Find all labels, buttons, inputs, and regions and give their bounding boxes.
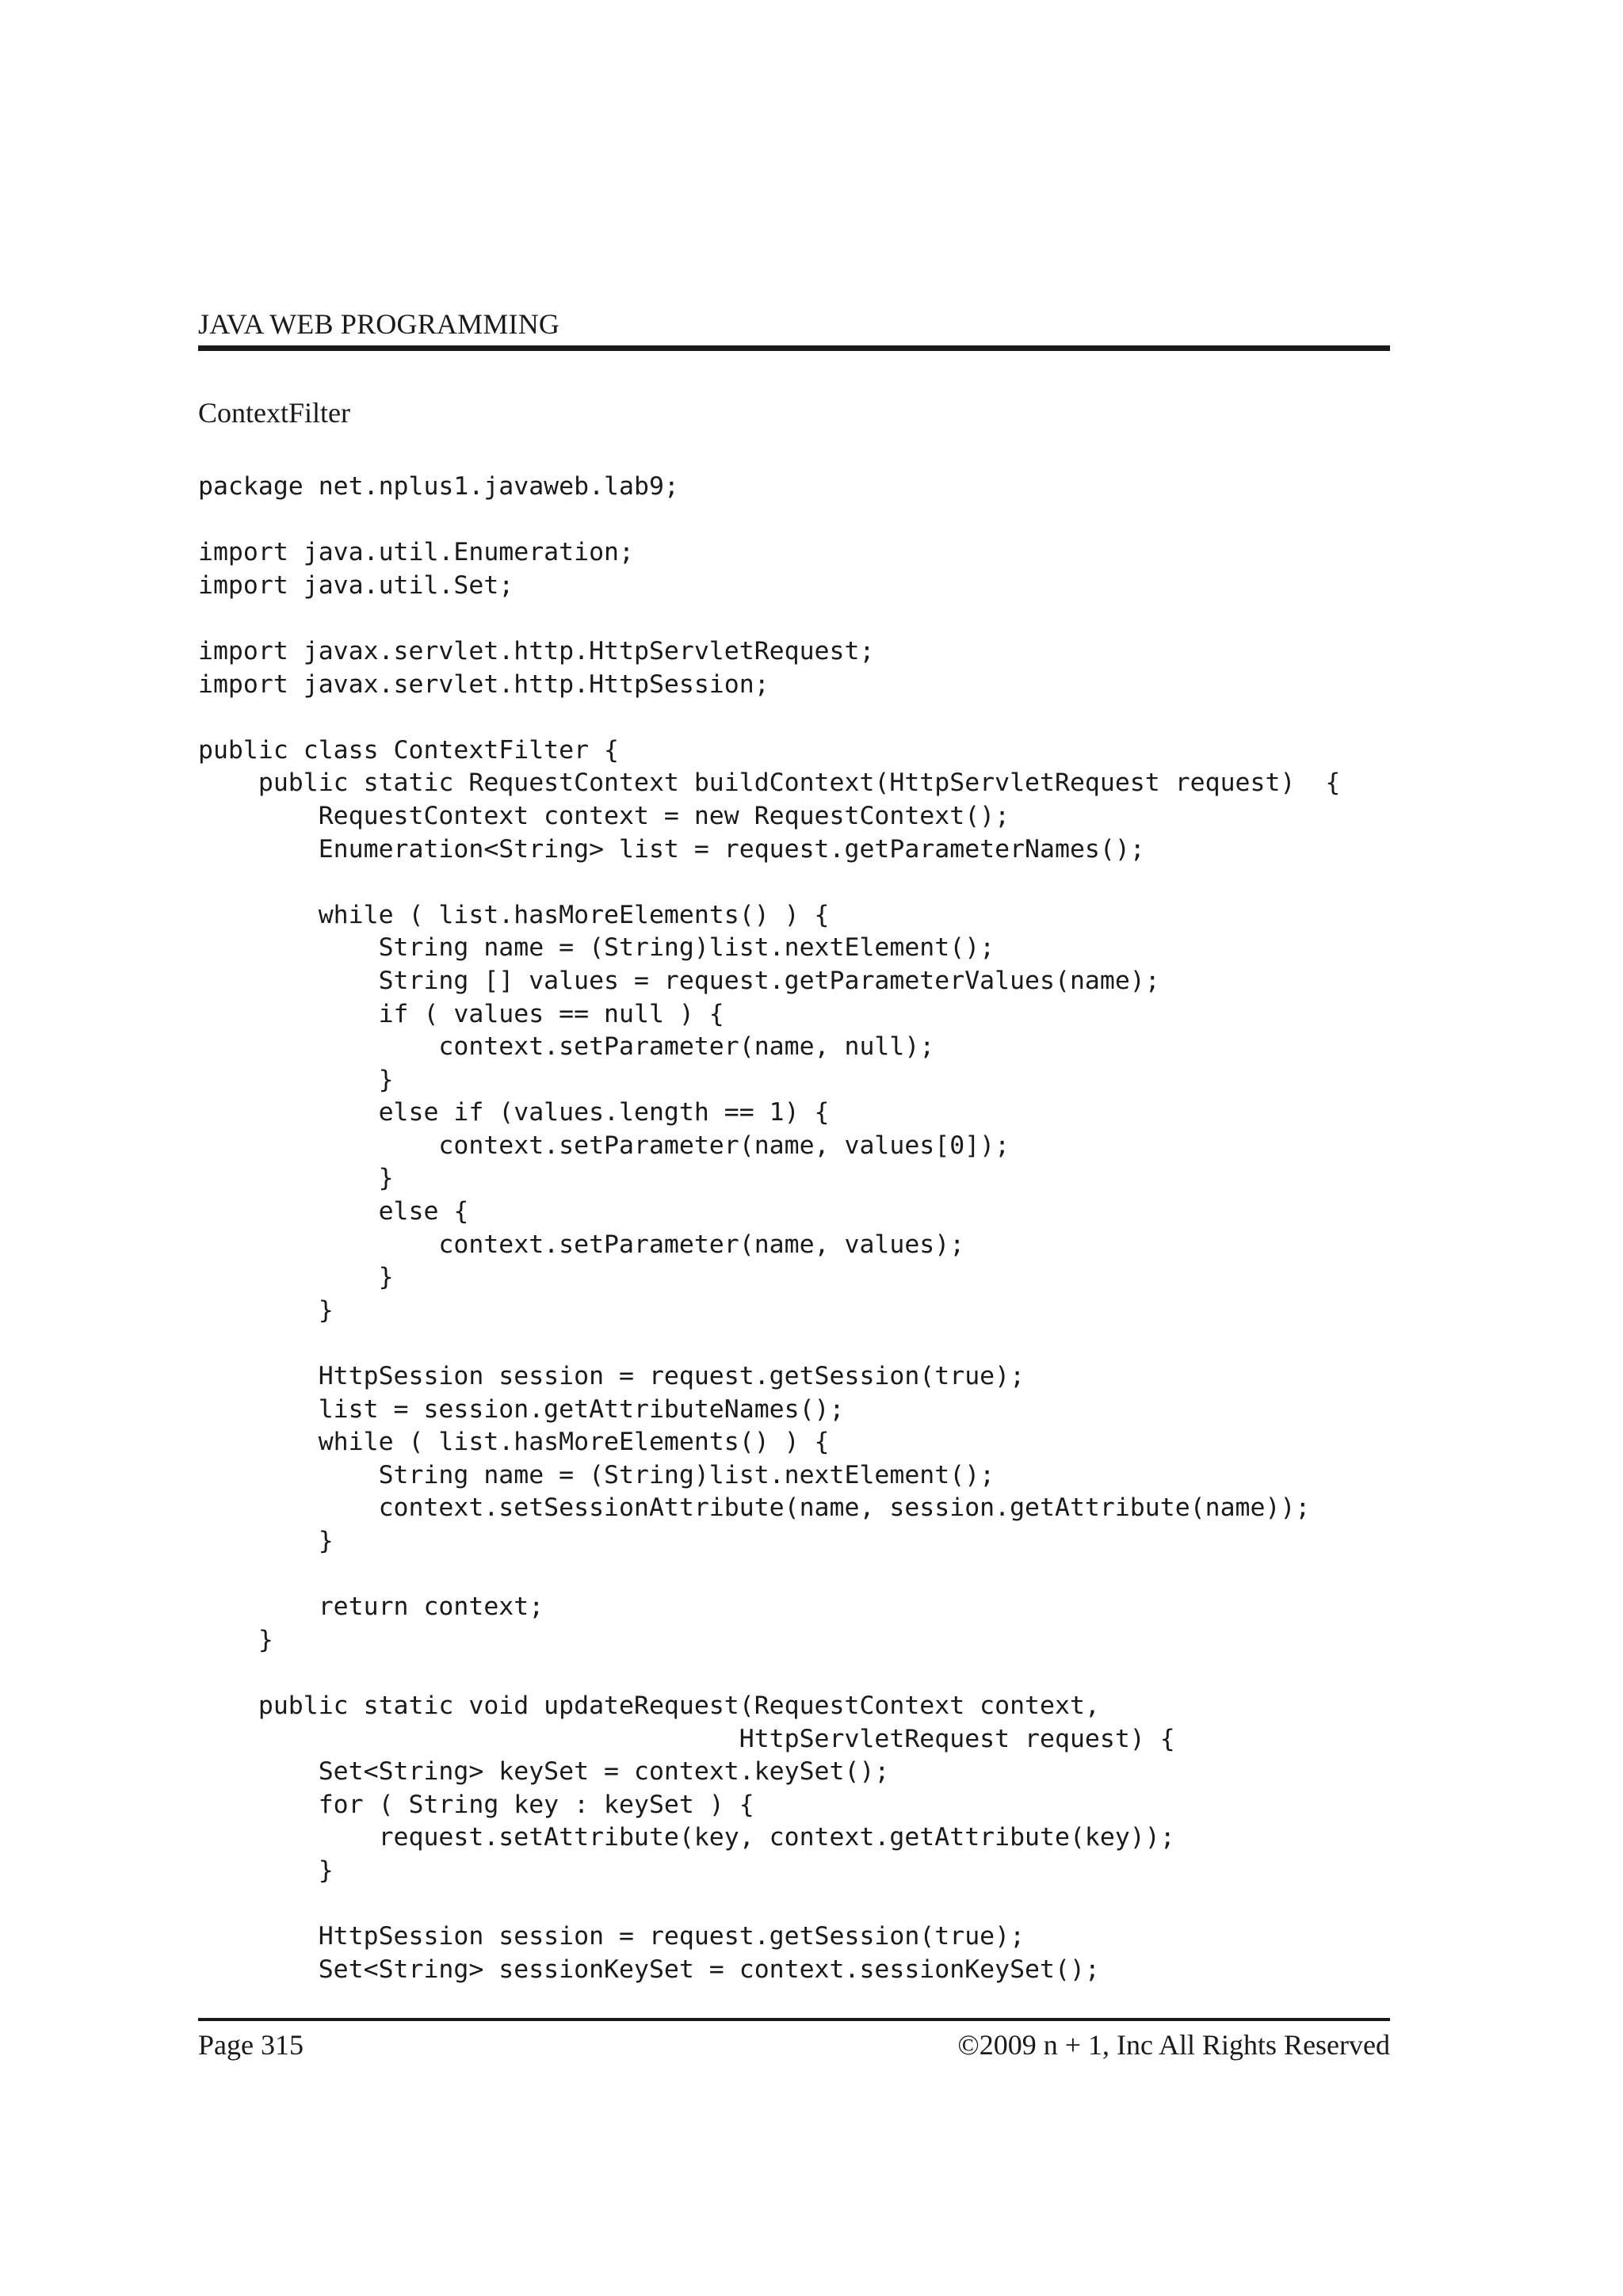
code-line: Set<String> keySet = context.keySet();	[198, 1757, 890, 1787]
code-line: public static RequestContext buildContext(HttpServletRequest request) {	[198, 769, 1341, 798]
code-line	[198, 701, 1340, 734]
code-listing	[198, 471, 1340, 1986]
code-line	[198, 1558, 1340, 1592]
code-line: }	[198, 1164, 394, 1193]
code-line: if ( values == null ) {	[198, 999, 724, 1028]
code-line: context.setParameter(name, values);	[198, 1230, 965, 1259]
book-title: JAVA WEB PROGRAMMING	[198, 308, 560, 340]
code-line: while ( list.hasMoreElements() ) {	[198, 900, 830, 929]
code-line: String [] values = request.getParameterValues(name);	[198, 966, 1160, 995]
code-line: context.setParameter(name, values[0]);	[198, 1131, 1010, 1160]
page-number: Page 315	[198, 2029, 304, 2061]
code-line: String name = (String)list.nextElement();	[198, 933, 995, 963]
code-line: }	[198, 1263, 394, 1292]
code-line: for ( String key : keySet ) {	[198, 1790, 754, 1819]
code-line: }	[198, 1527, 334, 1555]
code-line: Enumeration<String> list = request.getParameterNames();	[198, 834, 1145, 864]
code-line: import javax.servlet.http.HttpServletRequest;	[198, 636, 875, 666]
code-line	[198, 602, 1340, 635]
code-line	[198, 1327, 1340, 1360]
footer-rule	[198, 2018, 1390, 2021]
code-line: request.setAttribute(key, context.getAttribute(key));	[198, 1823, 1175, 1852]
code-line: Set<String> sessionKeySet = context.sessionKeySet();	[198, 1955, 1100, 1984]
code-line: public static void updateRequest(RequestContext context,	[198, 1691, 1100, 1720]
code-line: public class ContextFilter {	[198, 735, 620, 765]
code-line: HttpServletRequest request) {	[198, 1724, 1175, 1753]
code-line: while ( list.hasMoreElements() ) {	[198, 1428, 830, 1457]
code-line: import java.util.Set;	[198, 570, 514, 600]
code-line	[198, 1657, 1340, 1690]
code-line: }	[198, 1065, 394, 1094]
code-line: import java.util.Enumeration;	[198, 538, 634, 567]
code-line: package net.nplus1.javaweb.lab9;	[198, 472, 679, 501]
code-line: else if (values.length == 1) {	[198, 1098, 830, 1127]
code-line: HttpSession session = request.getSession(true);	[198, 1922, 1025, 1951]
code-line: HttpSession session = request.getSession(true);	[198, 1362, 1025, 1391]
code-line: return context;	[198, 1592, 544, 1622]
code-line: context.setParameter(name, null);	[198, 1032, 935, 1062]
code-line: }	[198, 1855, 334, 1885]
section-title: ContextFilter	[198, 397, 350, 429]
code-line: list = session.getAttributeNames();	[198, 1394, 845, 1424]
code-line: RequestContext context = new RequestContext();	[198, 801, 1010, 830]
code-line: import javax.servlet.http.HttpSession;	[198, 669, 769, 699]
code-line: }	[198, 1295, 334, 1325]
code-line: String name = (String)list.nextElement();	[198, 1460, 995, 1489]
code-line	[198, 1888, 1340, 1921]
header-rule	[198, 345, 1390, 351]
code-line	[198, 504, 1340, 537]
code-line	[198, 866, 1340, 899]
code-line: else {	[198, 1197, 469, 1226]
code-line: context.setSessionAttribute(name, session.getAttribute(name));	[198, 1493, 1311, 1523]
copyright-notice: ©2009 n + 1, Inc All Rights Reserved	[957, 2029, 1390, 2061]
code-line: }	[198, 1625, 273, 1654]
